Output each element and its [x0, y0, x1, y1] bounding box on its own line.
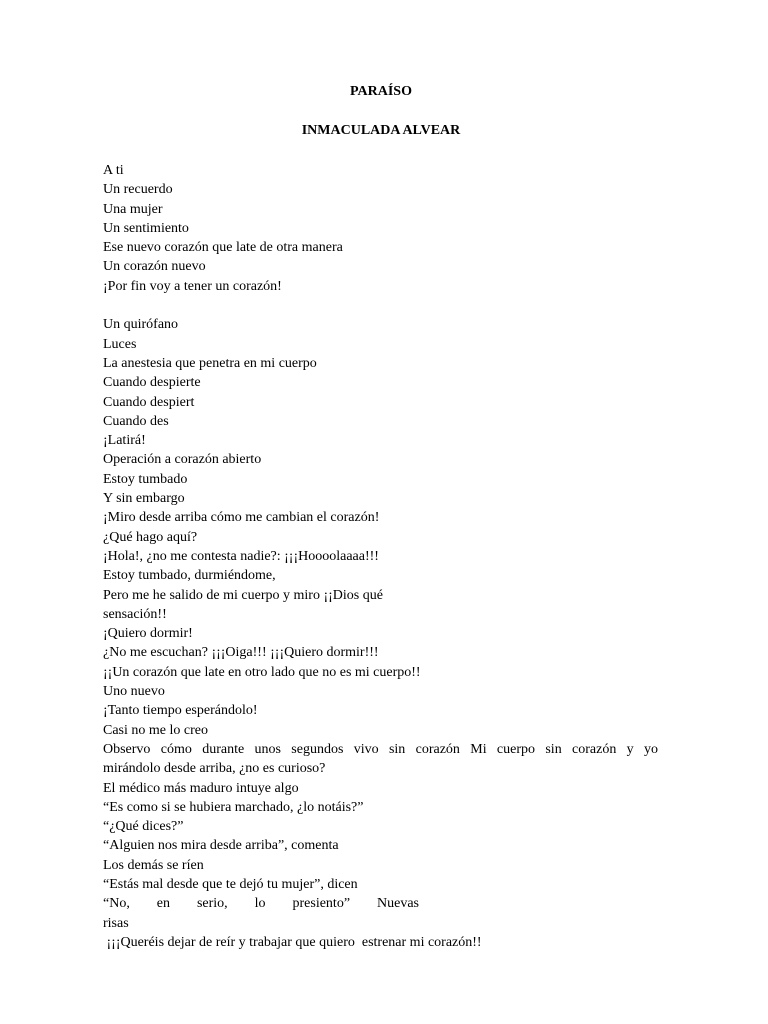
- poem-line: Casi no me lo creo: [103, 722, 208, 738]
- poem-line: ¿No me escuchan? ¡¡¡Oiga!!! ¡¡¡Quiero dormir!!!: [103, 645, 379, 661]
- poem-line: ¡¡Un corazón que late en otro lado que no es mi cuerpo!!: [103, 664, 421, 680]
- poem-line: “No, en serio, lo presiento” Nuevas: [103, 896, 419, 912]
- poem-line: “¿Qué dices?”: [103, 819, 184, 835]
- poem-line: Observo cómo durante unos segundos vivo sin corazón Mi cuerpo sin corazón y yo: [103, 741, 658, 757]
- poem-line: sensación!!: [103, 606, 167, 622]
- poem-line: ¡Tanto tiempo esperándolo!: [103, 703, 258, 719]
- document-title: PARAÍSO: [350, 84, 412, 99]
- poem-line: Estoy tumbado: [103, 471, 188, 487]
- poem-line: ¡Hola!, ¿no me contesta nadie?: ¡¡¡Hoooolaaaa!!!: [103, 548, 379, 564]
- poem-line: risas: [103, 915, 129, 931]
- poem-line: Una mujer: [103, 201, 163, 217]
- poem-line: El médico más maduro intuye algo: [103, 780, 299, 796]
- poem-line: ¡¡¡Queréis dejar de reír y trabajar que quiero estrenar mi corazón!!: [103, 934, 482, 950]
- poem-line: Un sentimiento: [103, 220, 189, 236]
- poem-line: ¡Quiero dormir!: [103, 626, 193, 642]
- poem-line: ¡Latirá!: [103, 433, 146, 449]
- poem-line: La anestesia que penetra en mi cuerpo: [103, 355, 317, 371]
- poem-line: A ti: [103, 163, 124, 178]
- poem-line: ¡Miro desde arriba cómo me cambian el corazón!: [103, 510, 380, 526]
- poem-line: Un corazón nuevo: [103, 259, 206, 275]
- poem-line: “Estás mal desde que te dejó tu mujer”, dicen: [103, 876, 358, 892]
- poem-line: ¡Por fin voy a tener un corazón!: [103, 278, 282, 294]
- poem-line: Cuando des: [103, 413, 169, 429]
- poem-line: Cuando despiert: [103, 394, 195, 410]
- poem-line: Luces: [103, 336, 137, 352]
- poem-line: “Alguien nos mira desde arriba”, comenta: [103, 838, 339, 854]
- poem-line: Uno nuevo: [103, 684, 165, 700]
- poem-line: Ese nuevo corazón que late de otra manera: [103, 240, 343, 256]
- poem-line: Un recuerdo: [103, 182, 173, 198]
- poem-line: Pero me he salido de mi cuerpo y miro ¡¡Dios qué: [103, 587, 383, 603]
- poem-line: Un quirófano: [103, 317, 179, 333]
- poem-line: mirándolo desde arriba, ¿no es curioso?: [103, 761, 326, 777]
- poem-line: ¿Qué hago aquí?: [103, 529, 198, 545]
- document-author: INMACULADA ALVEAR: [301, 123, 461, 138]
- poem-line: Y sin embargo: [103, 491, 185, 507]
- poem-body: [103, 161, 658, 952]
- poem-line: Los demás se ríen: [103, 857, 204, 873]
- poem-line: Operación a corazón abierto: [103, 452, 262, 468]
- poem-line: Cuando despierte: [103, 375, 201, 391]
- poem-line: Estoy tumbado, durmiéndome,: [103, 568, 276, 584]
- poem-line: “Es como si se hubiera marchado, ¿lo notáis?”: [103, 799, 364, 815]
- stanza-break: [103, 296, 658, 315]
